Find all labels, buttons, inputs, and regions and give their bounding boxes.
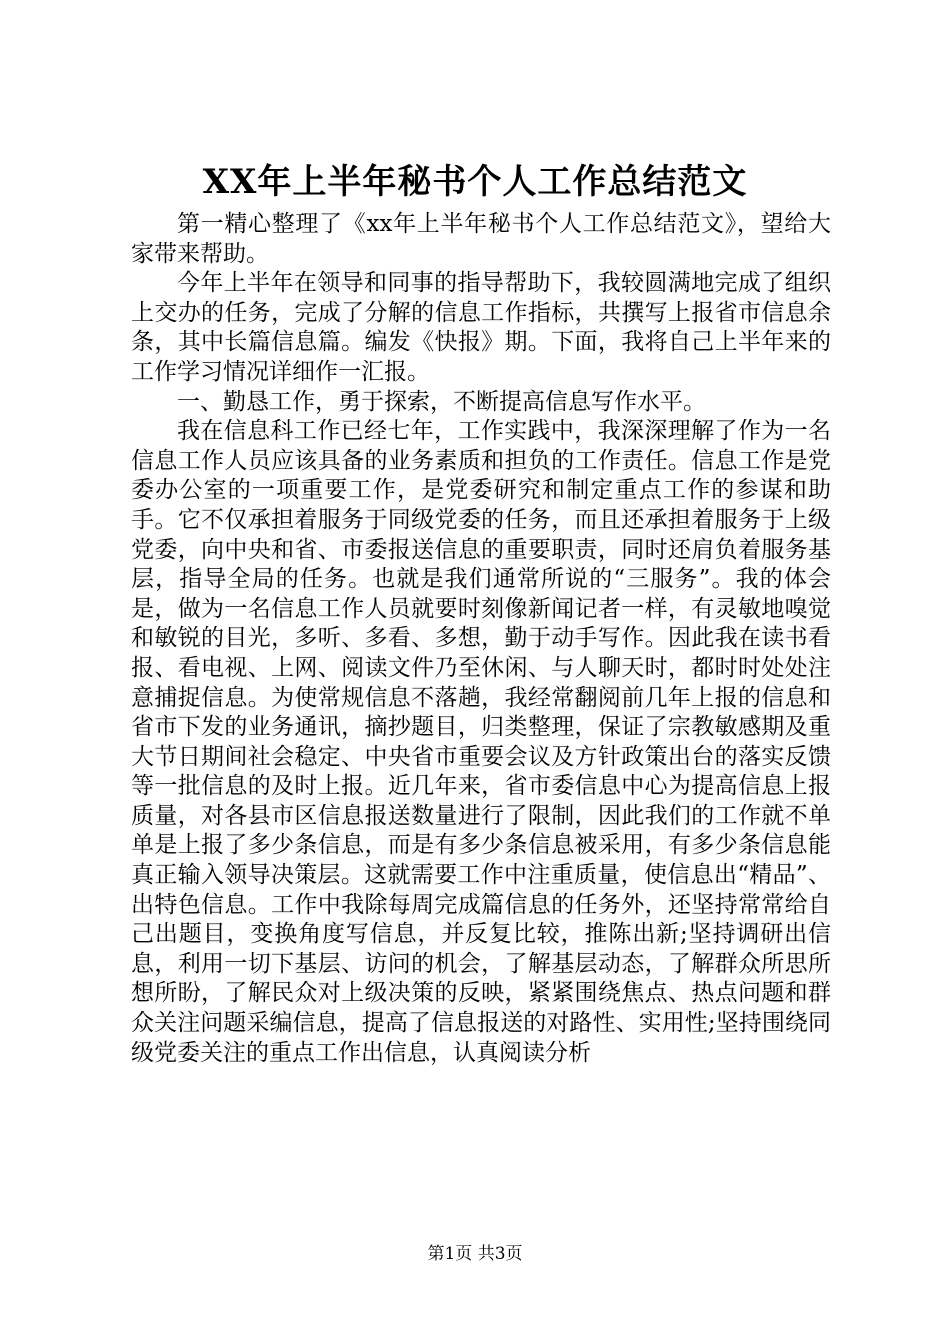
section-heading: 一、勤恳工作，勇于探索，不断提高信息写作水平。 (177, 388, 706, 415)
page-number-footer: 第1页 共3页 (427, 1244, 523, 1264)
paragraph-summary: 今年上半年在领导和同事的指导帮助下，我较圆满地完成了组织上交办的任务，完成了分解的信息工作指标，共撰写上报省市信息余条，其中长篇信息篇。编发《快报》期。下面，我将自己上半年来的工作学习情况详细作一汇报。 (131, 270, 831, 385)
paragraph-intro: 第一精心整理了《xx年上半年秘书个人工作总结范文》，望给大家带来帮助。 (131, 211, 831, 267)
document-title: XX年上半年秘书个人工作总结范文 (202, 162, 748, 202)
document-body (131, 210, 831, 1068)
paragraph-body: 我在信息科工作已经七年，工作实践中，我深深理解了作为一名信息工作人员应该具备的业务素质和担负的工作责任。信息工作是党委办公室的一项重要工作，是党委研究和制定重点工作的参谋和助手。它不仅承担着服务于同级党委的任务，而且还承担着服务于上级党委，向中央和省、市委报送信息的重要职责，同时还肩负着服务基层，指导全局的任务。也就是我们通常所说的“三服务”。我的体会是，做为一名信息工作人员就要时刻像新闻记者一样，有灵敏地嗅觉和敏锐的目光，多听、多看、多想，勤于动手写作。因此我在读书看报、看电视、上网、阅读文件乃至休闲、与人聊天时，都时时处处注意捕捉信息。为使常规信息不落趟，我经常翻阅前几年上报的信息和省市下发的业务通讯，摘抄题目，归类整理，保证了宗教敏感期及重大节日期间社会稳定、中央省市重要会议及方针政策出台的落实反馈等一批信息的及时上报。近几年来，省市委信息中心为提高信息上报质量，对各县市区信息报送数量进行了限制，因此我们的工作就不单单是上报了多少条信息，而是有多少条信息被采用，有多少条信息能真正输入领导决策层。这就需要工作中注重质量，使信息出“精品”、出特色信息。工作中我除每周完成篇信息的任务外，还坚持常常给自己出题目，变换角度写信息，并反复比较，推陈出新;坚持调研出信息，利用一切下基层、访问的机会，了解基层动态，了解群众所思所想所盼，了解民众对上级决策的反映，紧紧围绕焦点、热点问题和群众关注问题采编信息，提高了信息报送的对路性、实用性;坚持围绕同级党委关注的重点工作出信息，认真阅读分析 (131, 418, 831, 1066)
